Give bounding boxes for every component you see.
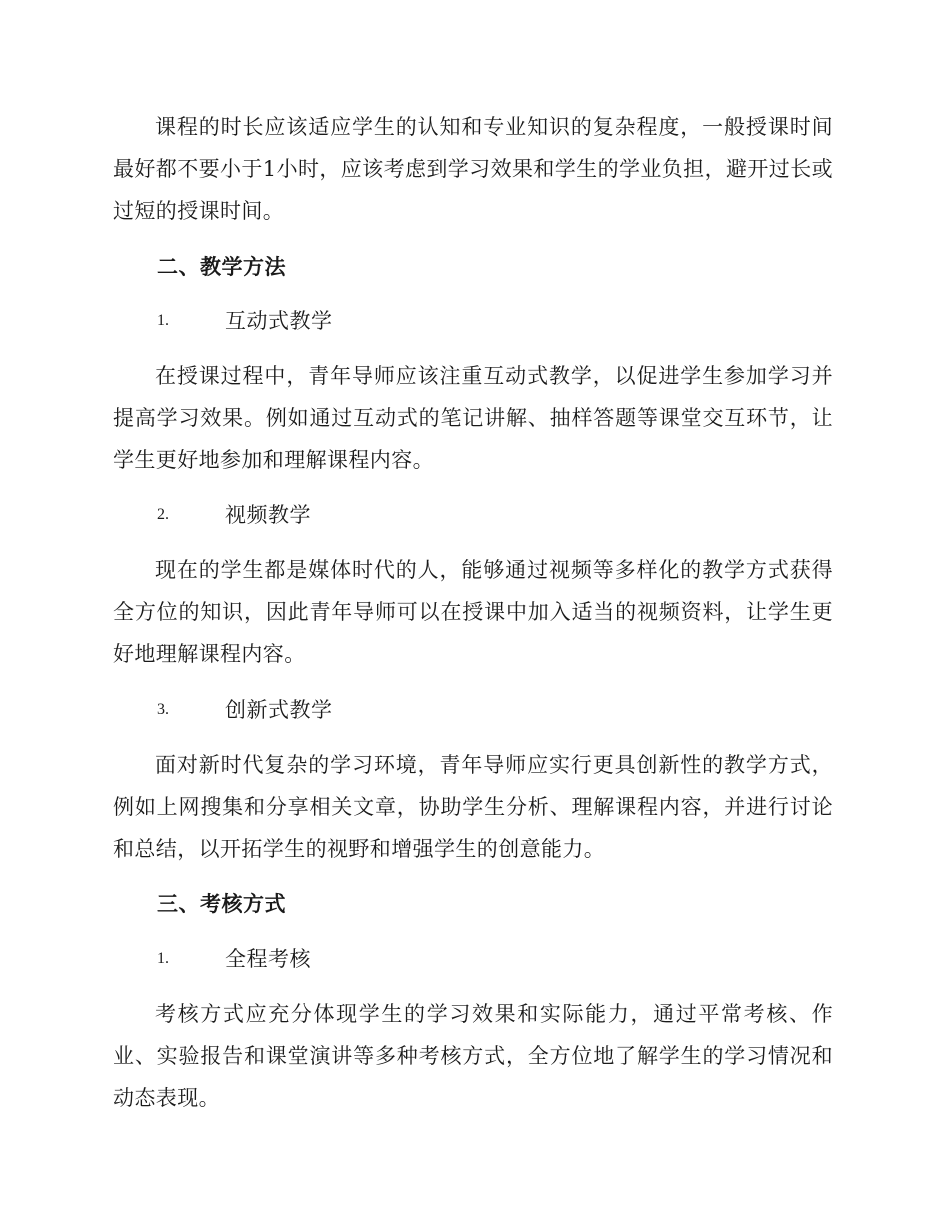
paragraph-full-process-assessment: 考核方式应充分体现学生的学习效果和实际能力，通过平常考核、作业、实验报告和课堂演讲等多种考核方式，全方位地了解学生的学习情况和动态表现。 — [113, 1002, 833, 1110]
list-number: 3. — [157, 701, 169, 718]
list-number: 1. — [157, 312, 169, 329]
subheading-title: 创新式教学 — [225, 698, 333, 722]
section-heading-teaching-methods: 二、教学方法 — [157, 254, 286, 279]
paragraph-video-teaching: 现在的学生都是媒体时代的人，能够通过视频等多样化的教学方式获得全方位的知识，因此青年导师可以在授课中加入适当的视频资料，让学生更好地理解课程内容。 — [113, 558, 833, 666]
list-number: 2. — [157, 506, 169, 523]
section-heading-assessment-methods: 三、考核方式 — [157, 891, 286, 916]
subheading-title: 全程考核 — [225, 947, 311, 971]
subheading-title: 视频教学 — [225, 503, 311, 527]
paragraph-innovative-teaching: 面对新时代复杂的学习环境，青年导师应实行更具创新性的教学方式，例如上网搜集和分享相关文章，协助学生分析、理解课程内容，并进行讨论和总结，以开拓学生的视野和增强学生的创意能力。 — [113, 753, 833, 861]
paragraph-interactive-teaching: 在授课过程中，青年导师应该注重互动式教学，以促进学生参加学习并提高学习效果。例如通过互动式的笔记讲解、抽样答题等课堂交互环节，让学生更好地参加和理解课程内容。 — [113, 364, 833, 472]
list-number: 1. — [157, 950, 169, 967]
subheading-title: 互动式教学 — [225, 309, 333, 333]
paragraph-course-duration: 课程的时长应该适应学生的认知和专业知识的复杂程度，一般授课时间最好都不要小于1小时，应该考虑到学习效果和学生的学业负担，避开过长或过短的授课时间。 — [113, 115, 833, 223]
